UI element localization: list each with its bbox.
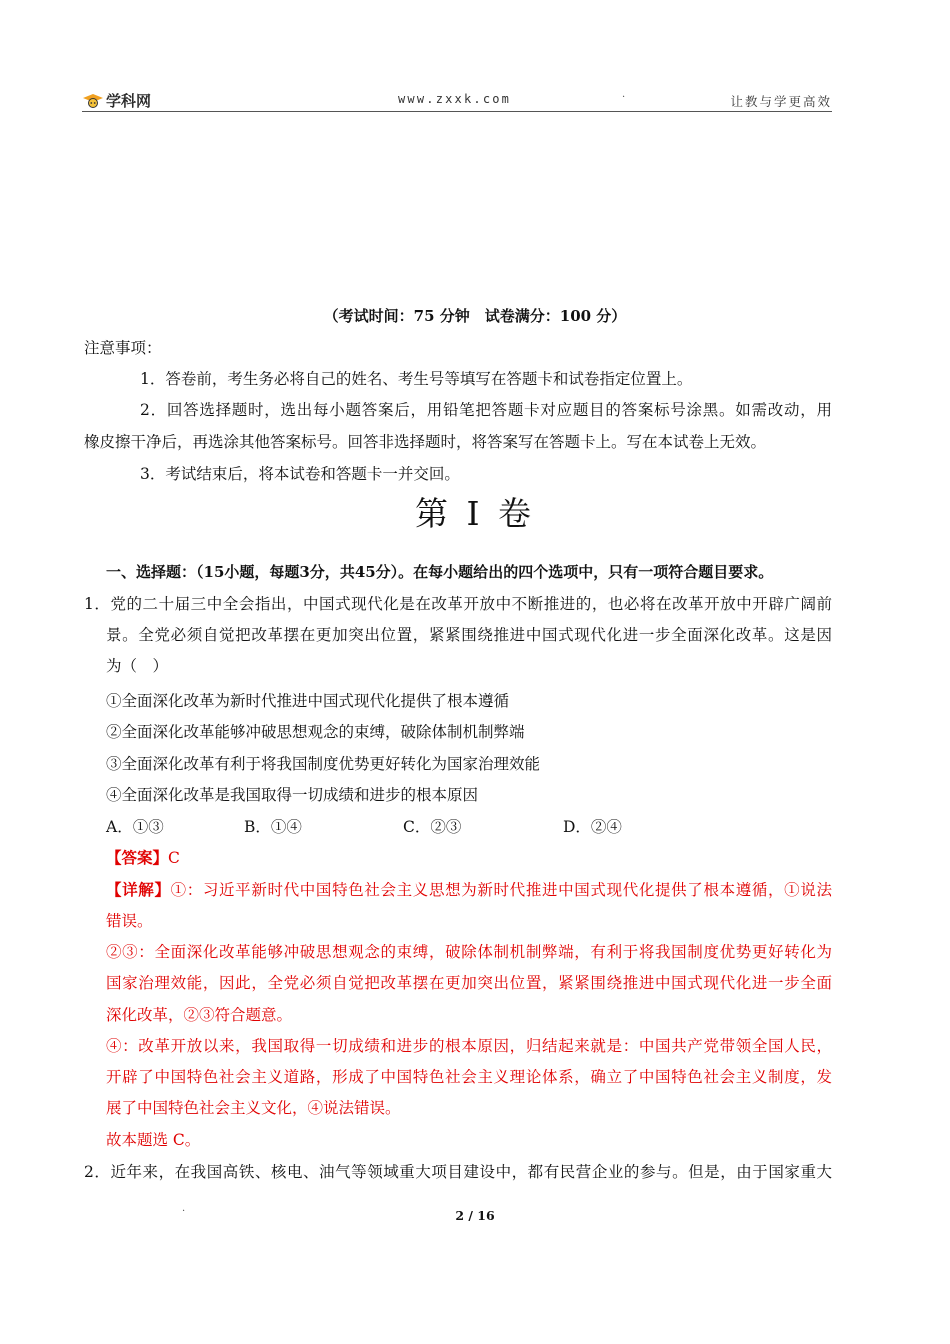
notice-item-2-line-2: 橡皮擦干净后，再选涂其他答案标号。回答非选择题时，将答案写在答题卡上。写在本试卷上无效。 (84, 433, 767, 451)
q1-detail-2-line-2: 国家治理效能，因此，全党必须自觉把改革摆在更加突出位置，紧紧围绕推进中国式现代化进一步全面 (106, 974, 832, 992)
q1-choice-b: B．①④ (244, 818, 302, 836)
detail-1-text: ①：习近平新时代中国特色社会主义思想为新时代推进中国式现代化提供了根本遵循，①说法 (170, 881, 832, 899)
logo-text: 学科网 (106, 92, 152, 110)
site-url[interactable]: www.zxxk.com (398, 92, 512, 106)
notice-item-3: 3．考试结束后，将本试卷和答题卡一并交回。 (140, 465, 460, 483)
q1-conclusion: 故本题选 C。 (106, 1131, 201, 1149)
answer-label: 【答案】 (106, 848, 169, 867)
q1-stem-line-1: 1．党的二十届三中全会指出，中国式现代化是在改革开放中不断推进的，也必将在改革开放中开辟广阔前 (84, 595, 832, 613)
page-number: 2 / 16 (455, 1208, 495, 1223)
q1-statement-4: ④全面深化改革是我国取得一切成绩和进步的根本原因 (106, 786, 479, 804)
site-slogan: 让教与学更高效 (730, 94, 832, 109)
q1-choice-c: C．②③ (403, 818, 462, 836)
q1-stem-line-3: 为（ ） (106, 657, 169, 675)
q1-statement-3: ③全面深化改革有利于将我国制度优势更好转化为国家治理效能 (106, 755, 541, 773)
section-title: 一、选择题：（15小题，每题3分，共45分）。在每小题给出的四个选项中，只有一项符合题目要求。 (106, 563, 774, 581)
q1-choice-a: A．①③ (106, 818, 164, 836)
q1-detail-2-line-3: 深化改革，②③符合题意。 (106, 1006, 293, 1024)
q1-detail-1-line-1 (106, 880, 832, 900)
site-logo[interactable] (82, 90, 151, 111)
q1-statement-2: ②全面深化改革能够冲破思想观念的束缚，破除体制机制弊端 (106, 723, 525, 741)
q1-detail-1-line-2: 错误。 (106, 912, 153, 930)
answer-value: C (168, 849, 180, 867)
notice-item-2-line-1: 2．回答选择题时，选出每小题答案后，用铅笔把答题卡对应题目的答案标号涂黑。如需改动，用 (140, 401, 832, 419)
q1-stem-line-2: 景。全党必须自觉把改革摆在更加突出位置，紧紧围绕推进中国式现代化进一步全面深化改革。这是因 (106, 626, 832, 644)
q1-detail-3-line-2: 开辟了中国特色社会主义道路，形成了中国特色社会主义理论体系，确立了中国特色社会主义制度，发 (106, 1068, 832, 1086)
q2-stem-line-1: 2．近年来，在我国高铁、核电、油气等领域重大项目建设中，都有民营企业的参与。但是，由于国家重大 (84, 1163, 832, 1181)
header-dot: · (622, 92, 626, 103)
footer-dot: · (182, 1206, 186, 1217)
exam-info: （考试时间：75 分钟 试卷满分：100 分） (323, 307, 627, 325)
q1-detail-3-line-3: 展了中国特色社会主义文化，④说法错误。 (106, 1099, 401, 1117)
detail-label: 【详解】 (106, 880, 171, 899)
graduation-cap-icon (82, 93, 104, 109)
q1-detail-3-line-1: ④：改革开放以来，我国取得一切成绩和进步的根本原因，归结起来就是：中国共产党带领全国人民， (106, 1037, 832, 1055)
q1-detail-2-line-1: ②③：全面深化改革能够冲破思想观念的束缚，破除体制机制弊端，有利于将我国制度优势更好转化为 (106, 943, 832, 961)
q1-answer (106, 848, 180, 868)
q1-statement-1: ①全面深化改革为新时代推进中国式现代化提供了根本遵循 (106, 692, 510, 710)
notice-title: 注意事项： (84, 339, 162, 357)
q1-choice-d: D．②④ (563, 818, 622, 836)
notice-item-1: 1．答卷前，考生务必将自己的姓名、考生号等填写在答题卡和试卷指定位置上。 (140, 370, 693, 388)
volume-title: 第 I 卷 (414, 494, 535, 533)
header-divider (82, 111, 832, 112)
